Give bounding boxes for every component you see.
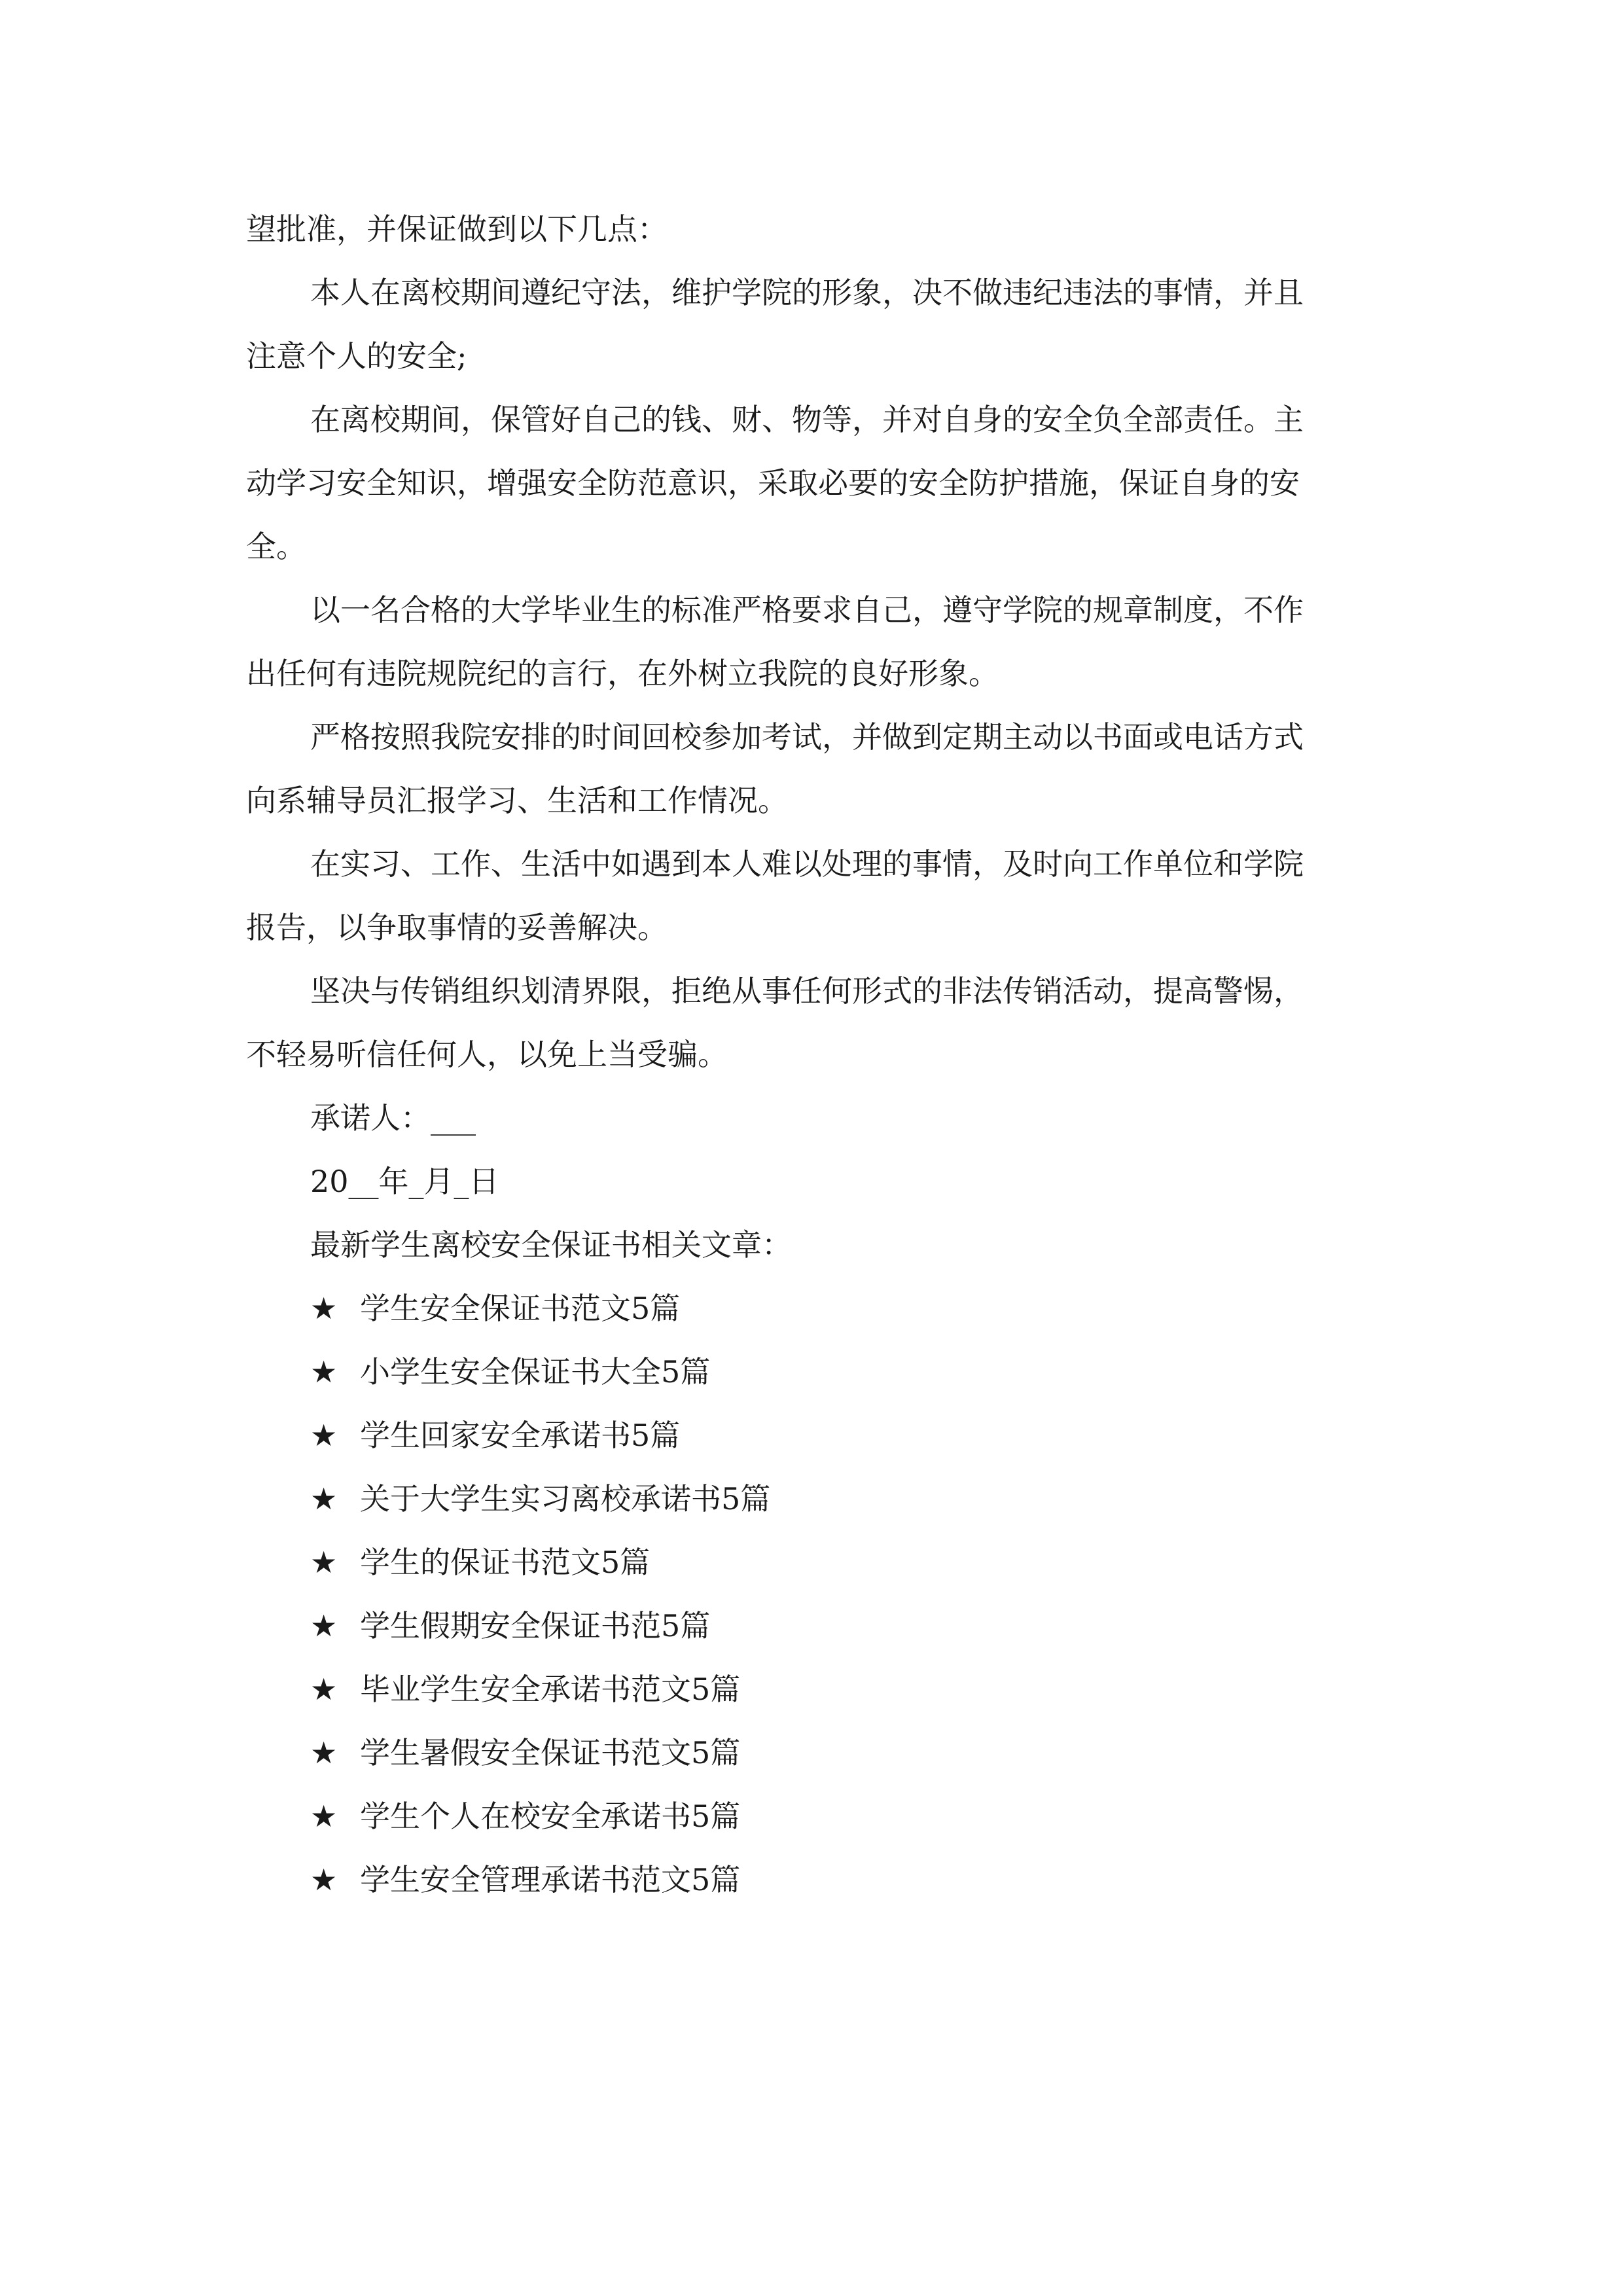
paragraph-line: 以一名合格的大学毕业生的标准严格要求自己，遵守学院的规章制度，不作 — [310, 592, 1304, 628]
paragraph-line: 坚决与传销组织划清界限，拒绝从事任何形式的非法传销活动，提高警惕， — [310, 973, 1304, 1009]
star-icon: ★ — [310, 1354, 338, 1390]
related-article-title: 学生暑假安全保证书范文5篇 — [360, 1735, 741, 1770]
star-icon: ★ — [310, 1862, 338, 1897]
related-article-title: 学生的保证书范文5篇 — [360, 1545, 651, 1580]
paragraph-line: 注意个人的安全; — [246, 338, 467, 374]
related-article-link[interactable] — [310, 1479, 770, 1518]
paragraph-line: 望批准，并保证做到以下几点： — [246, 211, 668, 247]
paragraph-line: 向系辅导员汇报学习、生活和工作情况。 — [246, 783, 788, 818]
related-article-link[interactable] — [310, 1860, 740, 1899]
paragraph-line: 全。 — [246, 529, 306, 564]
related-article-title: 学生个人在校安全承诺书5篇 — [360, 1799, 741, 1834]
related-article-link[interactable] — [310, 1797, 740, 1836]
star-icon: ★ — [310, 1481, 338, 1516]
related-heading: 最新学生离校安全保证书相关文章： — [310, 1227, 792, 1263]
paragraph-line: 在离校期间，保管好自己的钱、财、物等，并对自身的安全负全部责任。主 — [310, 402, 1304, 437]
related-article-title: 学生安全管理承诺书范文5篇 — [360, 1862, 741, 1897]
related-article-link[interactable] — [310, 1416, 680, 1455]
paragraph-line: 本人在离校期间遵纪守法，维护学院的形象，决不做违纪违法的事情，并且 — [310, 275, 1304, 310]
paragraph-line: 动学习安全知识，增强安全防范意识，采取必要的安全防护措施，保证自身的安 — [246, 465, 1300, 501]
paragraph-line: 报告，以争取事情的妥善解决。 — [246, 910, 668, 945]
star-icon: ★ — [310, 1735, 338, 1770]
related-article-title: 学生假期安全保证书范5篇 — [360, 1608, 711, 1643]
star-icon: ★ — [310, 1799, 338, 1834]
related-article-link[interactable] — [310, 1670, 740, 1709]
date-line: 20__年_月_日 — [310, 1164, 499, 1199]
related-article-link[interactable] — [310, 1606, 710, 1645]
related-article-link[interactable] — [310, 1289, 680, 1328]
star-icon: ★ — [310, 1608, 338, 1643]
star-icon: ★ — [310, 1672, 338, 1707]
paragraph-line: 不轻易听信任何人，以免上当受骗。 — [246, 1037, 728, 1072]
related-article-title: 学生安全保证书范文5篇 — [360, 1291, 681, 1326]
star-icon: ★ — [310, 1291, 338, 1326]
paragraph-line: 严格按照我院安排的时间回校参加考试，并做到定期主动以书面或电话方式 — [310, 719, 1304, 755]
promiser-line: 承诺人：___ — [310, 1100, 476, 1136]
paragraph-line: 出任何有违院规院纪的言行，在外树立我院的良好形象。 — [246, 656, 999, 691]
paragraph-line: 在实习、工作、生活中如遇到本人难以处理的事情，及时向工作单位和学院 — [310, 846, 1304, 882]
related-article-link[interactable] — [310, 1352, 710, 1391]
related-article-link[interactable] — [310, 1543, 650, 1582]
related-article-title: 关于大学生实习离校承诺书5篇 — [360, 1481, 771, 1516]
related-article-title: 小学生安全保证书大全5篇 — [360, 1354, 711, 1390]
related-article-title: 学生回家安全承诺书5篇 — [360, 1418, 681, 1453]
star-icon: ★ — [310, 1418, 338, 1453]
related-article-title: 毕业学生安全承诺书范文5篇 — [360, 1672, 741, 1707]
star-icon: ★ — [310, 1545, 338, 1580]
related-article-link[interactable] — [310, 1733, 740, 1772]
